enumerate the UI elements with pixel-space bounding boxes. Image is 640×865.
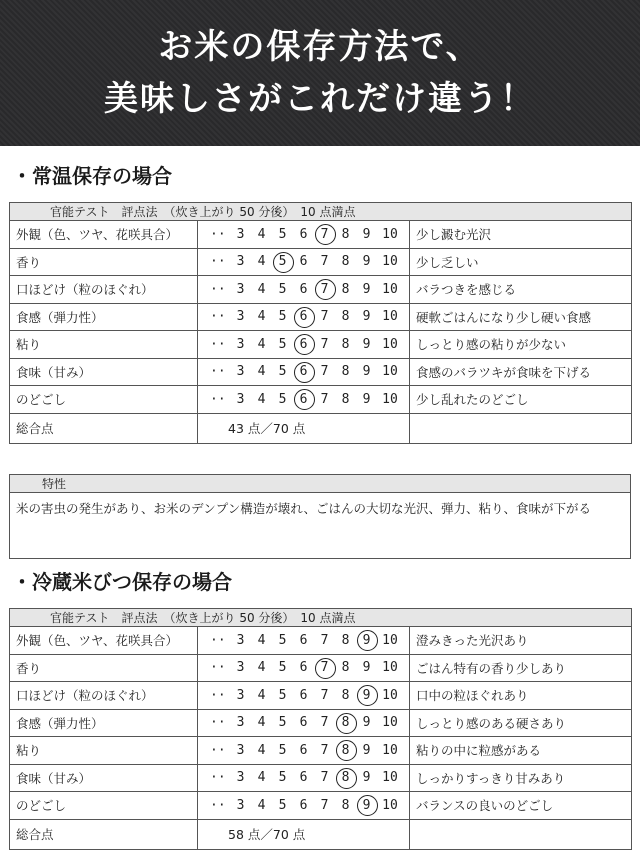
scale-number: 4	[257, 336, 266, 352]
scale-number: 9	[362, 391, 371, 407]
criterion-label: 口ほどけ（粒のほぐれ）	[10, 276, 198, 304]
criterion-label: 口ほどけ（粒のほぐれ）	[10, 682, 198, 710]
score-scale	[198, 248, 410, 276]
total-row	[10, 819, 632, 849]
scale-number: 4	[257, 770, 266, 786]
criterion-label: 食味（甘み）	[10, 764, 198, 792]
selected-score: 9	[356, 798, 377, 813]
section-title-room-temp: ・常温保存の場合	[12, 164, 172, 188]
total-row	[10, 413, 632, 443]
scale-number: 10	[382, 364, 398, 380]
evaluation-table-room-temp	[9, 202, 632, 444]
scale-number: 6	[299, 797, 308, 813]
scale-number: 4	[257, 281, 266, 297]
comment: 少し澱む光沢	[410, 221, 632, 249]
table-row	[10, 654, 632, 682]
criterion-label: 外観（色、ツヤ、花咲具合）	[10, 627, 198, 655]
scale-number: 9	[362, 226, 371, 242]
scale-prefix: ··	[210, 254, 226, 270]
scale-number: 5	[278, 660, 287, 676]
total-empty-cell	[410, 413, 632, 443]
scale-number: 4	[257, 309, 266, 325]
scale-number: 3	[236, 715, 245, 731]
total-label: 総合点	[10, 413, 198, 443]
scale-number: 10	[382, 770, 398, 786]
table-row	[10, 792, 632, 820]
scale-prefix: ··	[210, 391, 226, 407]
criterion-label: 粘り	[10, 737, 198, 765]
scale-number: 7	[320, 715, 329, 731]
table-row	[10, 386, 632, 414]
scale-prefix: ··	[210, 364, 226, 380]
selected-score: 9	[356, 633, 377, 648]
scale-number: 6	[299, 632, 308, 648]
selected-score: 6	[293, 309, 314, 324]
scale-number: 5	[278, 632, 287, 648]
scale-number: 8	[341, 336, 350, 352]
table-header: 官能テスト 評点法 （炊き上がり 50 分後） 10 点満点	[10, 203, 632, 221]
feature-label: 特性	[10, 475, 630, 493]
criterion-label: 食味（甘み）	[10, 358, 198, 386]
comment: バラつきを感じる	[410, 276, 632, 304]
scale-number: 6	[299, 226, 308, 242]
score-scale	[198, 654, 410, 682]
scale-number: 10	[382, 226, 398, 242]
scale-number: 6	[299, 742, 308, 758]
scale-number: 5	[278, 309, 287, 325]
scale-number: 9	[362, 660, 371, 676]
scale-number: 6	[299, 715, 308, 731]
scale-number: 3	[236, 391, 245, 407]
scale-number: 9	[362, 742, 371, 758]
selected-score: 5	[272, 254, 293, 269]
table-row	[10, 331, 632, 359]
scale-number: 6	[299, 254, 308, 270]
scale-number: 6	[299, 770, 308, 786]
scale-number: 4	[257, 660, 266, 676]
feature-box	[9, 474, 631, 559]
selected-score: 7	[314, 282, 335, 297]
total-score: 43 点／70 点	[198, 413, 410, 443]
section-title-refrigerated: ・冷蔵米びつ保存の場合	[12, 570, 232, 594]
scale-number: 7	[320, 336, 329, 352]
scale-number: 6	[299, 281, 308, 297]
scale-prefix: ··	[210, 309, 226, 325]
criterion-label: のどごし	[10, 386, 198, 414]
scale-number: 5	[278, 391, 287, 407]
scale-number: 9	[362, 254, 371, 270]
scale-number: 8	[341, 797, 350, 813]
scale-number: 5	[278, 226, 287, 242]
scale-number: 8	[341, 281, 350, 297]
scale-number: 5	[278, 797, 287, 813]
scale-number: 4	[257, 226, 266, 242]
scale-number: 3	[236, 632, 245, 648]
table-row	[10, 248, 632, 276]
scale-number: 5	[278, 742, 287, 758]
table-row	[10, 627, 632, 655]
scale-number: 3	[236, 226, 245, 242]
scale-number: 5	[278, 364, 287, 380]
total-score: 58 点／70 点	[198, 819, 410, 849]
scale-prefix: ··	[210, 226, 226, 242]
criterion-label: 粘り	[10, 331, 198, 359]
criterion-label: 食感（弾力性）	[10, 709, 198, 737]
scale-number: 4	[257, 632, 266, 648]
scale-number: 4	[257, 364, 266, 380]
selected-score: 9	[356, 688, 377, 703]
table-row	[10, 358, 632, 386]
scale-number: 3	[236, 797, 245, 813]
score-scale	[198, 358, 410, 386]
scale-number: 6	[299, 687, 308, 703]
table-row	[10, 303, 632, 331]
scale-number: 5	[278, 770, 287, 786]
feature-text: 米の害虫の発生があり、お米のデンプン構造が壊れ、ごはんの大切な光沢、弾力、粘り、食味が下がる	[16, 501, 592, 516]
scale-number: 4	[257, 742, 266, 758]
scale-prefix: ··	[210, 797, 226, 813]
scale-number: 10	[382, 336, 398, 352]
score-scale	[198, 627, 410, 655]
scale-number: 8	[341, 254, 350, 270]
comment: 食感のバラツキが食味を下げる	[410, 358, 632, 386]
scale-number: 5	[278, 336, 287, 352]
selected-score: 6	[293, 392, 314, 407]
scale-number: 10	[382, 742, 398, 758]
selected-score: 6	[293, 364, 314, 379]
table-row	[10, 764, 632, 792]
scale-number: 4	[257, 797, 266, 813]
scale-number: 3	[236, 254, 245, 270]
comment: バランスの良いのどごし	[410, 792, 632, 820]
scale-number: 10	[382, 687, 398, 703]
scale-number: 8	[341, 226, 350, 242]
scale-number: 7	[320, 797, 329, 813]
scale-number: 3	[236, 364, 245, 380]
criterion-label: 香り	[10, 248, 198, 276]
scale-number: 3	[236, 281, 245, 297]
score-scale	[198, 709, 410, 737]
selected-score: 7	[314, 227, 335, 242]
scale-prefix: ··	[210, 632, 226, 648]
total-empty-cell	[410, 819, 632, 849]
score-scale	[198, 737, 410, 765]
scale-number: 7	[320, 687, 329, 703]
scale-number: 7	[320, 309, 329, 325]
scale-number: 8	[341, 309, 350, 325]
criterion-label: のどごし	[10, 792, 198, 820]
comment: 硬軟ごはんになり少し硬い食感	[410, 303, 632, 331]
table-row	[10, 682, 632, 710]
comment: 口中の粒ほぐれあり	[410, 682, 632, 710]
table-header: 官能テスト 評点法 （炊き上がり 50 分後） 10 点満点	[10, 609, 632, 627]
comment: しっとり感のある硬さあり	[410, 709, 632, 737]
scale-number: 7	[320, 742, 329, 758]
scale-number: 8	[341, 632, 350, 648]
scale-number: 3	[236, 660, 245, 676]
evaluation-table-refrigerated	[9, 608, 632, 850]
scale-prefix: ··	[210, 281, 226, 297]
total-label: 総合点	[10, 819, 198, 849]
selected-score: 8	[335, 743, 356, 758]
criterion-label: 香り	[10, 654, 198, 682]
scale-number: 3	[236, 309, 245, 325]
score-scale	[198, 792, 410, 820]
scale-number: 10	[382, 281, 398, 297]
scale-number: 7	[320, 364, 329, 380]
scale-number: 5	[278, 715, 287, 731]
table-row	[10, 709, 632, 737]
selected-score: 6	[293, 337, 314, 352]
selected-score: 8	[335, 770, 356, 785]
scale-prefix: ··	[210, 715, 226, 731]
comment: しっとり感の粘りが少ない	[410, 331, 632, 359]
scale-number: 9	[362, 309, 371, 325]
scale-number: 8	[341, 364, 350, 380]
scale-number: 8	[341, 391, 350, 407]
scale-number: 7	[320, 632, 329, 648]
scale-number: 9	[362, 715, 371, 731]
scale-number: 9	[362, 281, 371, 297]
table-row	[10, 276, 632, 304]
scale-number: 10	[382, 254, 398, 270]
scale-number: 5	[278, 281, 287, 297]
scale-number: 9	[362, 336, 371, 352]
comment: 少し乏しい	[410, 248, 632, 276]
scale-prefix: ··	[210, 770, 226, 786]
comment: 澄みきった光沢あり	[410, 627, 632, 655]
scale-number: 7	[320, 254, 329, 270]
score-scale	[198, 303, 410, 331]
banner-title-line-2: 美味しさがこれだけ違う！	[104, 79, 536, 119]
table-row	[10, 221, 632, 249]
scale-number: 5	[278, 687, 287, 703]
scale-prefix: ··	[210, 742, 226, 758]
scale-number: 4	[257, 254, 266, 270]
scale-number: 9	[362, 364, 371, 380]
scale-number: 10	[382, 660, 398, 676]
score-scale	[198, 682, 410, 710]
scale-number: 8	[341, 660, 350, 676]
scale-number: 3	[236, 742, 245, 758]
banner-title-line-1: お米の保存方法で、	[158, 27, 482, 67]
table-header-row	[10, 203, 632, 221]
scale-number: 4	[257, 687, 266, 703]
scale-number: 3	[236, 336, 245, 352]
scale-number: 6	[299, 660, 308, 676]
criterion-label: 食感（弾力性）	[10, 303, 198, 331]
scale-number: 10	[382, 391, 398, 407]
score-scale	[198, 764, 410, 792]
comment: 粘りの中に粒感がある	[410, 737, 632, 765]
scale-number: 9	[362, 770, 371, 786]
scale-number: 3	[236, 687, 245, 703]
scale-number: 4	[257, 715, 266, 731]
scale-number: 3	[236, 770, 245, 786]
scale-prefix: ··	[210, 687, 226, 703]
scale-number: 7	[320, 391, 329, 407]
scale-number: 10	[382, 632, 398, 648]
score-scale	[198, 331, 410, 359]
table-row	[10, 737, 632, 765]
comment: しっかりすっきり甘みあり	[410, 764, 632, 792]
scale-number: 10	[382, 309, 398, 325]
scale-number: 10	[382, 715, 398, 731]
comment: ごはん特有の香り少しあり	[410, 654, 632, 682]
table-header-row	[10, 609, 632, 627]
scale-number: 8	[341, 687, 350, 703]
score-scale	[198, 386, 410, 414]
selected-score: 7	[314, 660, 335, 675]
scale-number: 10	[382, 797, 398, 813]
score-scale	[198, 221, 410, 249]
score-scale	[198, 276, 410, 304]
title-banner	[0, 0, 640, 146]
criterion-label: 外観（色、ツヤ、花咲具合）	[10, 221, 198, 249]
selected-score: 8	[335, 715, 356, 730]
scale-prefix: ··	[210, 336, 226, 352]
scale-number: 4	[257, 391, 266, 407]
scale-prefix: ··	[210, 660, 226, 676]
scale-number: 7	[320, 770, 329, 786]
comment: 少し乱れたのどごし	[410, 386, 632, 414]
